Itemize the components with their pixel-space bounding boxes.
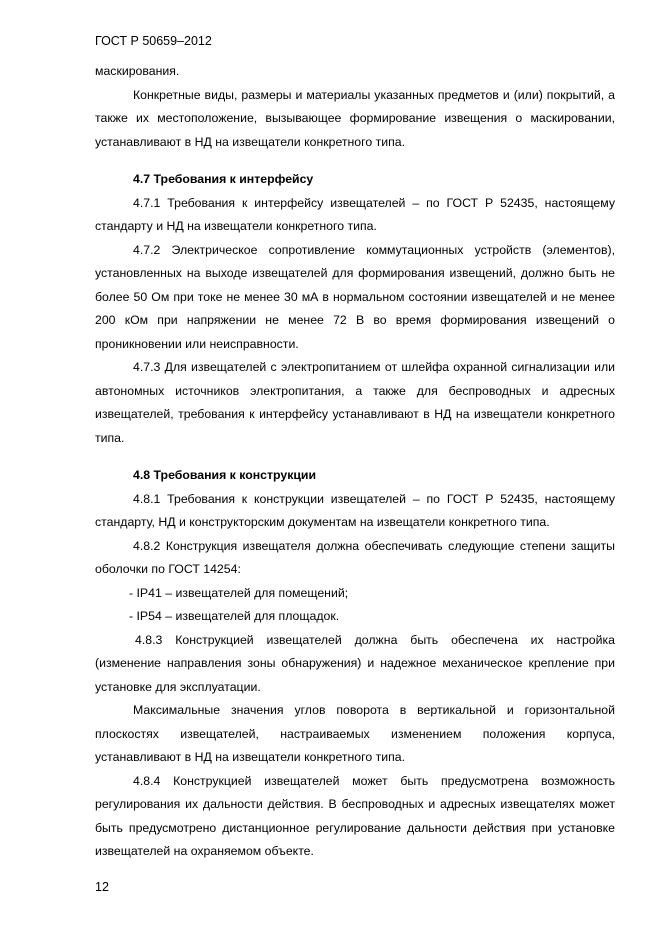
section-heading-4-8: 4.8 Требования к конструкции [133, 468, 317, 482]
paragraph-4-8-1: 4.8.1 Требования к конструкции извещателей – по ГОСТ Р 52435, настоящему стандарту, НД и конструкторским документам на извещатели конкретного типа. [95, 491, 615, 529]
page-number: 12 [95, 880, 109, 894]
paragraph-4-7-2: 4.7.2 Электрическое сопротивление коммутационных устройств (элементов), установленных на выходе извещателей для формирования извещений, должно быть не более 50 Ом при токе не менее 30 мА в нормальном состоянии извещателей и не менее 200 кОм при напряжении не менее 72 В во время формирования извещений о проникновении или неисправности. [95, 242, 615, 351]
paragraph-4-7-3: 4.7.3 Для извещателей с электропитанием от шлейфа охранной сигнализации или автономных источников электропитания, а также для беспроводных и адресных извещателей, требования к интерфейсу устанавливают в НД на извещатели конкретного типа. [95, 360, 615, 445]
page-header-standard: ГОСТ Р 50659–2012 [95, 34, 212, 48]
paragraph-continuation: маскирования. [95, 64, 180, 78]
list-item-ip54: - IP54 – извещателей для площадок. [129, 609, 340, 623]
paragraph-masking-objects: Конкретные виды, размеры и материалы указанных предметов и (или) покрытий, а также их местоположение, вызывающее формирование извещения о маскировании, устанавливают в НД на извещатели конкретного типа. [95, 87, 615, 149]
paragraph-4-8-3: 4.8.3 Конструкцией извещателей должна быть обеспечена их настройка (изменение направления зоны обнаружения) и надежное механическое крепление при установке для эксплуатации. [95, 632, 615, 694]
paragraph-4-8-4: 4.8.4 Конструкцией извещателей может быть предусмотрена возможность регулирования их дальности действия. В беспроводных и адресных извещателях может быть предусмотрено дистанционное регулирование дальности действия при установке извещателей на охраняемом объекте. [95, 773, 615, 858]
section-heading-4-7: 4.7 Требования к интерфейсу [133, 172, 314, 186]
paragraph-rotation-angles: Максимальные значения углов поворота в вертикальной и горизонтальной плоскостях извещателей, настраиваемых изменением положения корпуса, устанавливают в НД на извещатели конкретного типа. [95, 703, 615, 764]
document-body [95, 60, 615, 864]
paragraph-4-7-1: 4.7.1 Требования к интерфейсу извещателей – по ГОСТ Р 52435, настоящему стандарту и НД на извещатели конкретного типа. [95, 195, 615, 233]
paragraph-4-8-2: 4.8.2 Конструкция извещателя должна обеспечивать следующие степени защиты оболочки по ГОСТ 14254: [95, 538, 615, 576]
list-item-ip41: - IP41 – извещателей для помещений; [129, 585, 349, 600]
